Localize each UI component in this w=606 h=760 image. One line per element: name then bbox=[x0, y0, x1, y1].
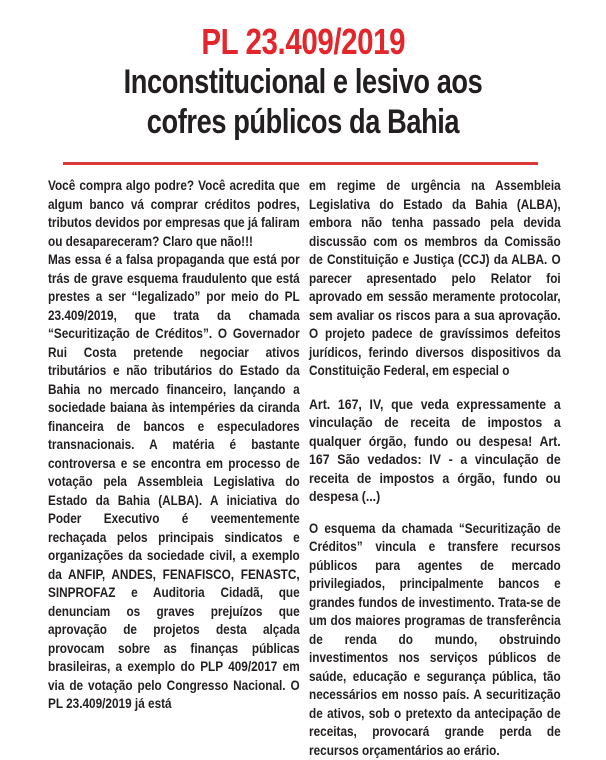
intro-paragraph: Você compra algo podre? Você acredita que algum banco vá comprar créditos podres, tributos devidos por empresas que já faliram ou desapareceram? Claro que não!!! bbox=[48, 177, 300, 251]
headline-line-1: Inconstitucional e lesivo aos bbox=[61, 62, 546, 102]
body-paragraph: Mas essa é a falsa propaganda que está por trás de grave esquema fraudulento que está prestes a ser “legalizado” por meio do PL 23.409/2019, que trata da chamada “Securitização de Créditos”. O Governador Rui Costa pretende negociar ativos tributários e não tributários do Estado da Bahia no mercado financeiro, lançando a sociedade baiana às intempéries da ciranda financeira de bancos e especuladores transnacionais. A matéria é bastante controversa e se encontra em processo de votação pela Assembleia Legislativa do Estado da Bahia (ALBA). A iniciativa do Poder Executivo é veementemente rechaçada pelos principais sindicatos e organizações da sociedade civil, a exemplo da ANFIP, ANDES, FENAFISCO, FENASTC, SINPROFAZ e Auditoria Cidadã, que denunciam os graves prejuízos que aprovação de projetos desta alçada provocam sobre as finanças públicas brasileiras, a exemplo do PLP 409/2017 em via de votação pelo Congresso Nacional. O PL 23.409/2019 já está bbox=[48, 251, 300, 714]
headline-line-2: cofres públicos da Bahia bbox=[61, 102, 546, 142]
left-column bbox=[48, 177, 300, 714]
article-header bbox=[0, 22, 606, 142]
right-column bbox=[309, 177, 561, 760]
red-divider bbox=[63, 162, 538, 165]
continuation-paragraph: em regime de urgência na Assembleia Legislativa do Estado da Bahia (ALBA), embora não tenha passado pela devida discussão com os membros da Comissão de Constituição e Justiça (CCJ) da ALBA. O parecer apresentado pelo Relator foi aprovado em sessão meramente protocolar, sem avaliar os riscos para a sua aprovação. O projeto padece de gravíssimos defeitos jurídicos, ferindo diversos dispositivos da Constituição Federal, em especial o bbox=[309, 177, 561, 381]
closing-paragraph: O esquema da chamada “Securitização de Créditos” vincula e transfere recursos públicos para agentes de mercado privilegiados, principalmente bancos e grandes fundos de investimento. Trata-se de um dos maiores programas de transferência de renda do mundo, obstruindo investimentos nos serviços públicos de saúde, educação e segurança pública, tão necessários em nosso país. A securitização de ativos, sob o pretexto da antecipação de receitas, provocará grande perda de recursos orçamentários ao erário. bbox=[309, 520, 561, 760]
constitution-quote: Art. 167, IV, que veda expressamente a vinculação de receita de impostos a qualquer órgão, fundo ou despesa! Art. 167 São vedados: IV - a vinculação de receita de impostos a órgão, fundo ou despesa (...) bbox=[309, 395, 561, 506]
bill-number-title: PL 23.409/2019 bbox=[201, 22, 405, 62]
